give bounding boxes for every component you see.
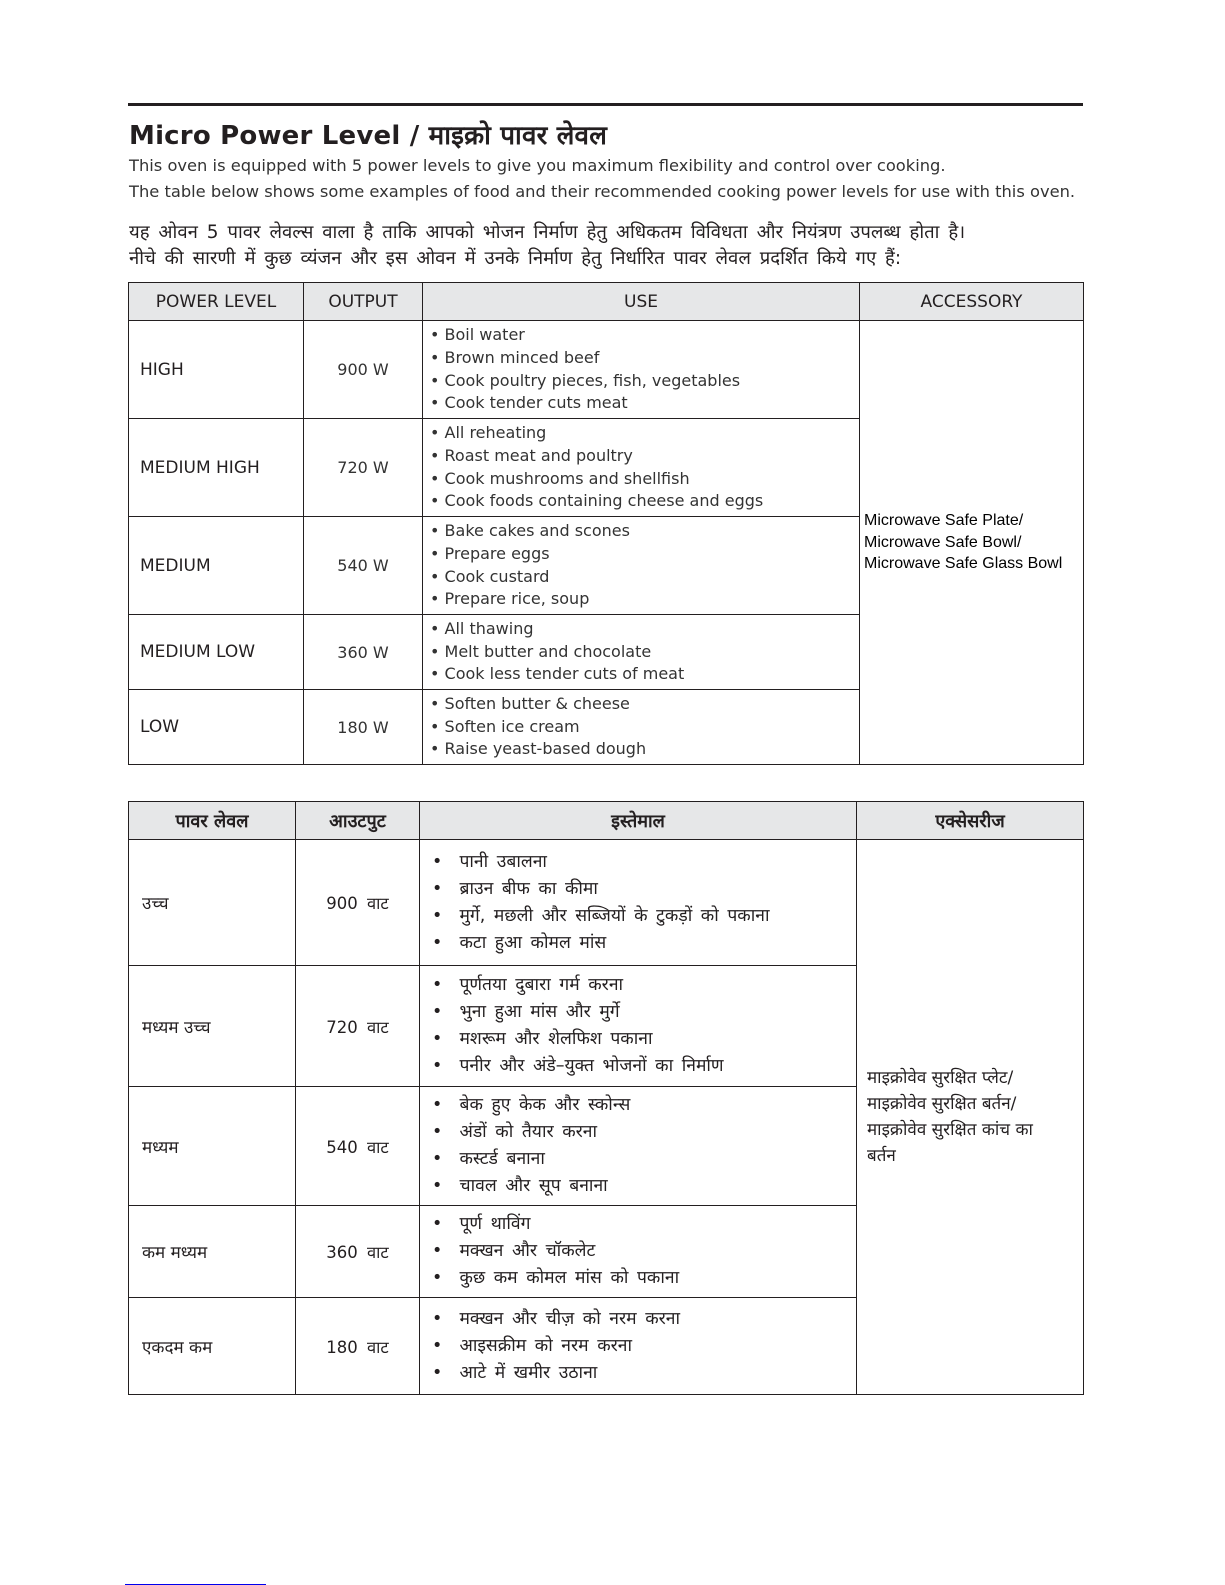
use-item: • All thawing	[430, 618, 859, 641]
output-cell: 540 W	[304, 517, 423, 615]
accessory-line: Microwave Safe Bowl/	[864, 533, 1022, 551]
use-cell	[420, 1206, 857, 1298]
column-header-output: आउटपुट	[296, 802, 420, 840]
use-cell	[420, 1087, 857, 1206]
intro-hi-line: यह ओवन 5 पावर लेवल्स वाला है ताकि आपको भोजन निर्माण हेतु अधिकतम विविधता और नियंत्रण उपलब्ध होता है।	[129, 222, 966, 243]
use-item: • Prepare eggs	[430, 543, 859, 566]
accessory-line: Microwave Safe Plate/	[864, 512, 1024, 530]
use-item: • मक्खन और चॉकलेट	[432, 1238, 856, 1265]
use-item: • Cook poultry pieces, fish, vegetables	[430, 370, 859, 393]
use-cell	[420, 1298, 857, 1395]
output-cell: 720 वाट	[296, 966, 420, 1087]
use-item: • बेक हुए केक और स्कोन्स	[432, 1092, 856, 1119]
use-item: • मुर्गे, मछली और सब्जियों के टुकड़ों को पकाना	[432, 903, 856, 930]
table-row	[129, 840, 1084, 966]
use-cell	[423, 419, 860, 517]
use-item: • आटे में खमीर उठाना	[432, 1360, 856, 1387]
power-level-cell: HIGH	[129, 321, 304, 419]
power-level-cell: MEDIUM LOW	[129, 615, 304, 690]
use-item: • पनीर और अंडे–युक्त भोजनों का निर्माण	[432, 1053, 856, 1080]
use-item: • Cook custard	[430, 566, 859, 589]
output-cell: 180 वाट	[296, 1298, 420, 1395]
use-item: • Melt butter and chocolate	[430, 641, 859, 664]
use-item: • मशरूम और शेलफिश पकाना	[432, 1026, 856, 1053]
use-item: • पूर्ण थाविंग	[432, 1211, 856, 1238]
table-row	[129, 321, 1084, 419]
use-cell	[420, 966, 857, 1087]
use-item: • Boil water	[430, 324, 859, 347]
power-level-cell: मध्यम	[129, 1087, 296, 1206]
use-item: • अंडों को तैयार करना	[432, 1119, 856, 1146]
intro-en-line: This oven is equipped with 5 power levels to give you maximum flexibility and control over cooking.	[129, 156, 946, 175]
use-cell	[423, 615, 860, 690]
accessory-line: बर्तन	[867, 1146, 896, 1166]
output-cell: 720 W	[304, 419, 423, 517]
accessory-cell	[857, 840, 1084, 1395]
use-item: • भुना हुआ मांस और मुर्गे	[432, 999, 856, 1026]
power-level-cell: LOW	[129, 690, 304, 765]
use-item: • पूर्णतया दुबारा गर्म करना	[432, 972, 856, 999]
use-item: • Prepare rice, soup	[430, 588, 859, 611]
use-item: • Brown minced beef	[430, 347, 859, 370]
intro-en-line: The table below shows some examples of food and their recommended cooking power levels for use with this oven.	[129, 182, 1076, 201]
intro-hi-line: नीचे की सारणी में कुछ व्यंजन और इस ओवन में उनके निर्माण हेतु निर्धारित पावर लेवल प्रदर्शित किये गए हैं:	[129, 248, 902, 269]
accessory-line: Microwave Safe Glass Bowl	[864, 555, 1063, 573]
power-level-cell: एकदम कम	[129, 1298, 296, 1395]
page-title: Micro Power Level / माइक्रो पावर लेवल	[129, 121, 608, 151]
power-level-cell: MEDIUM HIGH	[129, 419, 304, 517]
accessory-line: माइक्रोवेव सुरक्षित प्लेट/	[867, 1068, 1014, 1088]
column-header-power-level: POWER LEVEL	[129, 283, 304, 321]
use-item: • Roast meat and poultry	[430, 445, 859, 468]
output-cell: 360 W	[304, 615, 423, 690]
power-level-cell: मध्यम उच्च	[129, 966, 296, 1087]
column-header-accessory: ACCESSORY	[860, 283, 1084, 321]
column-header-use: इस्तेमाल	[420, 802, 857, 840]
top-rule	[128, 103, 1083, 106]
use-item: • Raise yeast-based dough	[430, 738, 859, 761]
column-header-power-level: पावर लेवल	[129, 802, 296, 840]
accessory-line: माइक्रोवेव सुरक्षित बर्तन/	[867, 1094, 1017, 1114]
power-level-table-en	[128, 282, 1084, 765]
use-item: • कुछ कम कोमल मांस को पकाना	[432, 1265, 856, 1292]
use-item: • मक्खन और चीज़ को नरम करना	[432, 1306, 856, 1333]
accessory-cell	[860, 321, 1084, 765]
use-cell	[423, 690, 860, 765]
use-item: • Soften butter & cheese	[430, 693, 859, 716]
use-item: • पानी उबालना	[432, 849, 856, 876]
column-header-accessory: एक्सेसरीज	[857, 802, 1084, 840]
use-cell	[420, 840, 857, 966]
use-item: • Cook tender cuts meat	[430, 392, 859, 415]
power-level-cell: MEDIUM	[129, 517, 304, 615]
use-item: • All reheating	[430, 422, 859, 445]
use-cell	[423, 517, 860, 615]
use-item: • Cook less tender cuts of meat	[430, 663, 859, 686]
use-item: • Bake cakes and scones	[430, 520, 859, 543]
use-item: • ब्राउन बीफ का कीमा	[432, 876, 856, 903]
accessory-line: माइक्रोवेव सुरक्षित कांच का	[867, 1120, 1033, 1140]
output-cell: 540 वाट	[296, 1087, 420, 1206]
column-header-use: USE	[423, 283, 860, 321]
use-item: • Cook foods containing cheese and eggs	[430, 490, 859, 513]
use-item: • कस्टर्ड बनाना	[432, 1146, 856, 1173]
output-cell: 180 W	[304, 690, 423, 765]
power-level-table-hi	[128, 801, 1084, 1395]
use-item: • आइसक्रीम को नरम करना	[432, 1333, 856, 1360]
power-level-cell: उच्च	[129, 840, 296, 966]
output-cell: 900 W	[304, 321, 423, 419]
use-item: • कटा हुआ कोमल मांस	[432, 930, 856, 957]
output-cell: 900 वाट	[296, 840, 420, 966]
use-item: • चावल और सूप बनाना	[432, 1173, 856, 1200]
power-level-cell: कम मध्यम	[129, 1206, 296, 1298]
column-header-output: OUTPUT	[304, 283, 423, 321]
use-item: • Cook mushrooms and shellfish	[430, 468, 859, 491]
use-item: • Soften ice cream	[430, 716, 859, 739]
output-cell: 360 वाट	[296, 1206, 420, 1298]
use-cell	[423, 321, 860, 419]
